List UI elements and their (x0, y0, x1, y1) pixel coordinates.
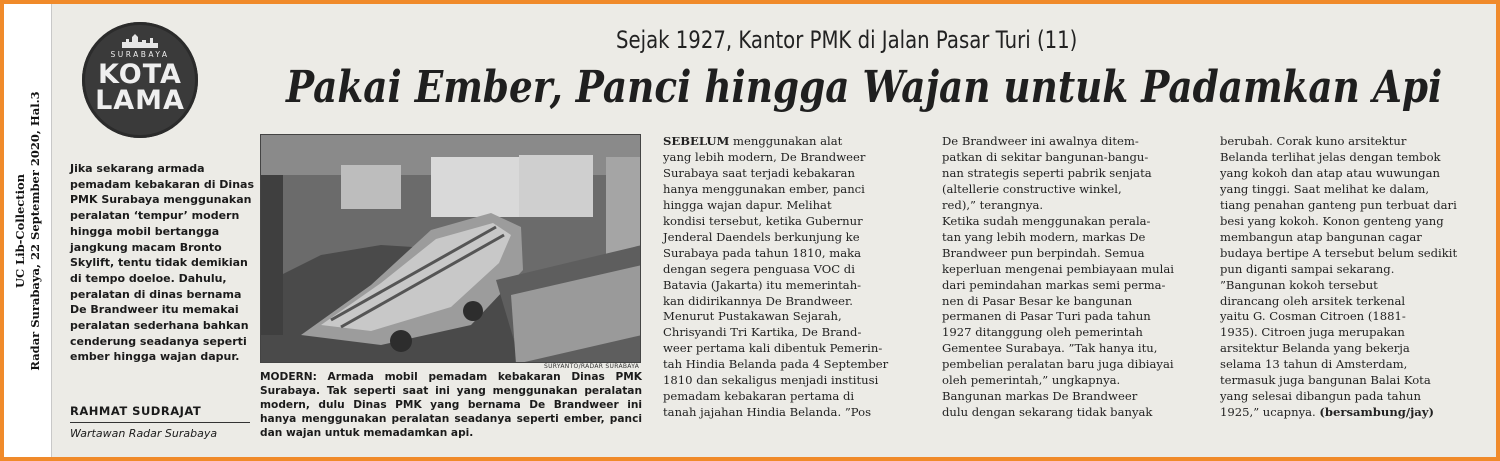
article-column-1 (663, 134, 925, 421)
article-line: pembelian peralatan baru juga dibiayai (942, 357, 1174, 372)
article-line: nen di Pasar Besar ke bangunan (942, 293, 1133, 308)
headline: Pakai Ember, Panci hingga Wajan untuk Padamkan Api (286, 62, 1443, 113)
logo-subtitle: SURABAYA (110, 50, 170, 59)
skyline-icon (122, 34, 158, 48)
article-line: tah Hindia Belanda pada 4 September (663, 357, 889, 372)
article-line: Brandweer pun berpindah. Semua (942, 245, 1145, 260)
article-line: tanah jajahan Hindia Belanda. ”Pos (663, 405, 872, 420)
article-line: hanya menggunakan ember, panci (663, 181, 865, 196)
byline-name: RAHMAT SUDRAJAT (70, 404, 202, 418)
article-line: weer pertama kali dibentuk Pemerin- (663, 341, 883, 356)
lead-paragraph: Jika sekarang armada pemadam kebakaran di Dinas PMK Surabaya menggunakan peralatan ‘tempur’ modern hingga mobil bertangga jangkung macam Bronto Skylift, tentu tidak demikian di tempo doeloe. Dahulu, peralatan di dinas bernama De Brandweer itu memakai peralatan sederhana bahkan cenderung seadanya seperti ember hingga wajan dapur. (70, 162, 255, 364)
photo-credit: SURYANTO/RADAR SURABAYA (544, 363, 640, 370)
article-line: dulu dengan sekarang tidak banyak (942, 405, 1153, 420)
article-line: arsitektur Belanda yang bekerja (1220, 341, 1410, 356)
article-line: budaya bertipe A tersebut belum sedikit (1220, 245, 1458, 260)
article-line: kondisi tersebut, ketika Gubernur (663, 213, 863, 228)
logo-word-lama: LAMA (95, 85, 185, 116)
article-line: nan strategis seperti pabrik senjata (942, 165, 1152, 180)
article-line: keperluan mengenai pembiayaan mulai (942, 261, 1174, 276)
byline-divider (70, 422, 250, 423)
article-line: dengan segera penguasa VOC di (663, 261, 855, 276)
article-line: membangun atap bangunan cagar (1220, 229, 1422, 244)
article-line: red),” terangnya. (942, 197, 1044, 212)
article-line: oleh pemerintah,” ungkapnya. (942, 373, 1121, 388)
article-line: Surabaya pada tahun 1810, maka (663, 245, 862, 260)
caption-text: Armada mobil pemadam kebakaran Dinas PMK Surabaya. Tak seperti saat ini yang menggunakan peralatan modern, dulu Dinas PMK yang bernama De Brandweer ini hanya menggunakan peralatan seadanya seperti ember, panci dan wajan untuk memadamkan api. (260, 371, 642, 439)
article-line: Surabaya saat terjadi kebakaran (663, 165, 855, 180)
continuation-tag: (bersambung/jay) (1319, 405, 1435, 420)
article-line: permanen di Pasar Turi pada tahun (942, 309, 1151, 324)
caption-lead: MODERN: (260, 371, 317, 383)
article-line: SEBELUM menggunakan alat (663, 134, 843, 148)
article-line: pun diganti sampai sekarang. (1220, 261, 1395, 276)
article-line: (altellerie constructive winkel, (942, 181, 1122, 196)
article-line: yang lebih modern, De Brandweer (663, 149, 866, 164)
article-line: pemadam kebakaran pertama di (663, 389, 855, 404)
article-line: Chrisyandi Tri Kartika, De Brand- (663, 325, 862, 340)
article-line: yang selesai dibangun pada tahun (1220, 389, 1421, 404)
article-line: yang tinggi. Saat melihat ke dalam, (1220, 181, 1430, 196)
article-column-3 (1220, 134, 1482, 421)
article-line: Ketika sudah menggunakan perala- (942, 213, 1151, 228)
article-line: 1935). Citroen juga merupakan (1220, 325, 1405, 340)
article-line: 1927 ditanggung oleh pemerintah (942, 325, 1143, 340)
article-line: berubah. Corak kuno arsitektur (1220, 134, 1407, 148)
archive-sidebar (4, 4, 52, 457)
article-line: patkan di sekitar bangunan-bangu- (942, 149, 1149, 164)
article-line: tan yang lebih modern, markas De (942, 229, 1146, 244)
article-line: Gementee Surabaya. ”Tak hanya itu, (942, 341, 1158, 356)
photo-caption (260, 370, 642, 440)
article-line: Batavia (Jakarta) itu memerintah- (663, 277, 862, 292)
article-line: termasuk juga bangunan Balai Kota (1220, 373, 1431, 388)
archive-label-line: Radar Surabaya, 22 September 2020, Hal.3 (27, 90, 42, 371)
newspaper-clipping (4, 4, 1496, 457)
article-line: tiang penahan ganteng pun terbuat dari (1220, 197, 1457, 212)
article-line: besi yang kokoh. Konon genteng yang (1220, 213, 1444, 228)
article-line: Jenderal Daendels berkunjung ke (663, 229, 860, 244)
archive-label (13, 91, 43, 370)
article-line: hingga wajan dapur. Melihat (663, 197, 832, 212)
article-line: Menurut Pustakawan Sejarah, (663, 309, 842, 324)
archive-label-line: UC Lib-Collection (12, 173, 27, 288)
article-line: yaitu G. Cosman Citroen (1881- (1220, 309, 1406, 324)
article-line: dari pemindahan markas semi perma- (942, 277, 1166, 292)
article-line: Bangunan markas De Brandweer (942, 389, 1138, 404)
article-line: 1925,” ucapnya. (bersambung/jay) (1220, 405, 1435, 420)
article-line: kan didirikannya De Brandweer. (663, 293, 853, 308)
article-line: De Brandweer ini awalnya ditem- (942, 134, 1139, 148)
logo-word-kota: KOTA (98, 59, 182, 90)
article-line: yang kokoh dan atap atau wuwungan (1220, 165, 1440, 180)
fire-truck-photo (260, 134, 641, 363)
article-line: 1810 dan sekaligus menjadi institusi (663, 373, 879, 388)
byline-role: Wartawan Radar Surabaya (70, 427, 218, 440)
article-column-2 (942, 134, 1204, 421)
article-line: dirancang oleh arsitek terkenal (1220, 293, 1406, 308)
article-line: selama 13 tahun di Amsterdam, (1220, 357, 1408, 372)
kicker: Sejak 1927, Kantor PMK di Jalan Pasar Turi (11) (616, 26, 1078, 54)
article-line: ”Bangunan kokoh tersebut (1220, 277, 1378, 292)
lead-word: SEBELUM (663, 134, 730, 148)
article-line: Belanda terlihat jelas dengan tembok (1220, 149, 1441, 164)
kota-lama-logo (82, 22, 198, 138)
